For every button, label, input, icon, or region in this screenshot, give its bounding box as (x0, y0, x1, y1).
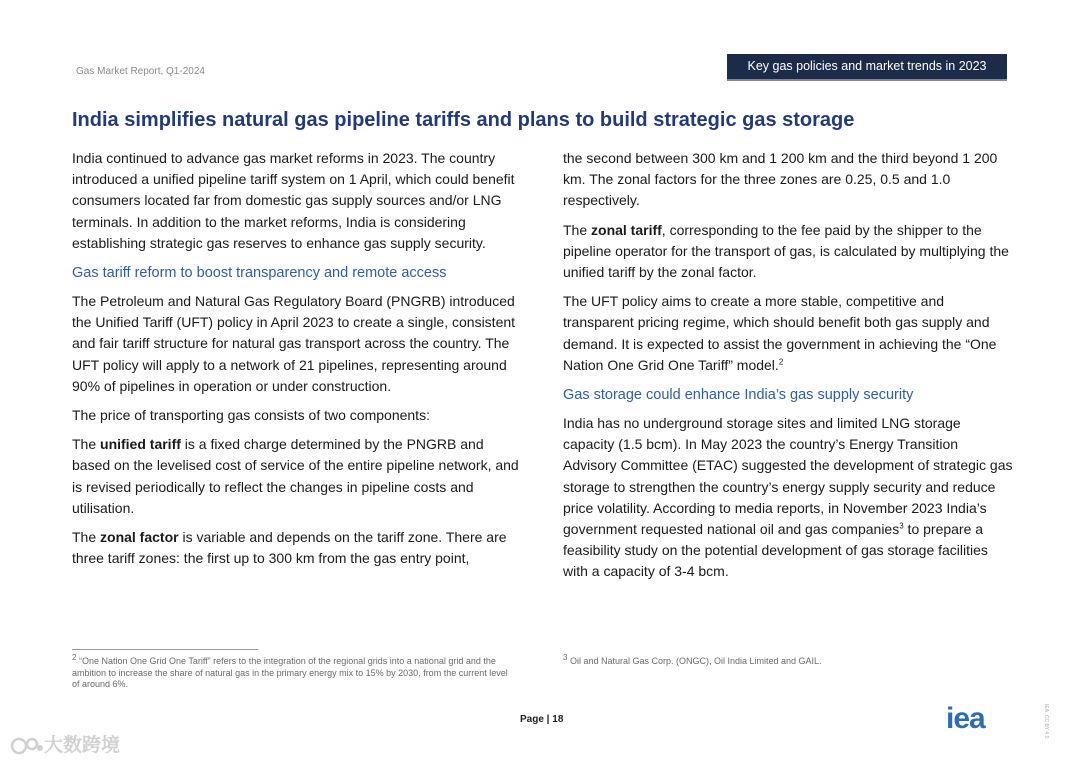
watermark: 大数跨境 (10, 730, 120, 757)
footnote-ref-2[interactable]: 2 (778, 357, 784, 367)
gas-storage-heading: Gas storage could enhance India’s gas supply security (563, 387, 914, 404)
zonal-factor-term: zonal factor (100, 529, 179, 546)
right-column (563, 148, 1013, 591)
components-paragraph: The price of transporting gas consists of two components: (72, 407, 430, 424)
storage-paragraph: India has no underground storage sites and limited LNG storage capacity (1.5 bcm). In May 2023 the country’s Energy Transition Advisory Committee (ETAC) suggested the development of strategic gas storage to strengthen the country’s energy supply security and reduce price volatility. According to media reports, in November 2023 India’s government requested national oil and gas companies$^3$ to prepare a feasibility study on the potential development of gas storage facilities with a capacity of 3-4 bcm. (563, 415, 1013, 580)
footnote-2: $^2$ “One Nation One Grid One Tariff” refers to the integration of the regional grids into a national grid and the ambition to increase the share of natural gas in the primary energy mix to 15% by 2030, from the current level of around 6%. (72, 653, 508, 689)
left-column (72, 148, 522, 577)
uft-aims-paragraph: The UFT policy aims to create a more stable, competitive and transparent pricing regime, which should benefit both gas supply and demand. It is expected to assist the government in achieving the “One Nation One Grid One Tariff” model.$^2$ (563, 293, 997, 373)
page-title: India simplifies natural gas pipeline tariffs and plans to build strategic gas storage (72, 109, 855, 131)
unified-tariff-term: unified tariff (100, 436, 181, 453)
footnote-3: $^3$ Oil and Natural Gas Corp. (ONGC), Oil India Limited and GAIL. (563, 653, 822, 666)
iea-logo: iea (946, 702, 985, 735)
section-tab-underline (727, 79, 1007, 81)
page-number: Page | 18 (520, 714, 564, 725)
report-label: Gas Market Report, Q1-2024 (76, 66, 205, 77)
section-tab: Key gas policies and market trends in 2023 (727, 54, 1007, 79)
license-text: IEA. CC BY 4.0. (1043, 704, 1049, 740)
intro-paragraph: India continued to advance gas market reforms in 2023. The country introduced a unified pipeline tariff system on 1 April, which could benefit consumers located far from domestic gas supply sources and/or LNG terminals. In addition to the market reforms, India is considering establishing strategic gas reserves to enhance gas supply security. (72, 150, 515, 251)
zonal-tariff-paragraph: The zonal tariff, corresponding to the fee paid by the shipper to the pipeline operator for the transport of gas, is calculated by multiplying the unified tariff by the zonal factor. (563, 221, 1009, 281)
pngrb-paragraph: The Petroleum and Natural Gas Regulatory Board (PNGRB) introduced the Unified Tariff (UFT) policy in April 2023 to create a single, consistent and fair tariff structure for natural gas transport across the country. The UFT policy will apply to a network of 21 pipelines, representing around 90% of pipelines in operation or under construction. (72, 293, 516, 394)
zonal-factor-paragraph: The zonal factor is variable and depends on the tariff zone. There are three tariff zones: the first up to 300 km from the gas entry point, (72, 529, 507, 567)
unified-tariff-paragraph: The unified tariff is a fixed charge determined by the PNGRB and based on the levelised cost of service of the entire pipeline network, and is revised periodically to reflect the changes in pipeline costs and utilisation. (72, 436, 519, 516)
footnote-ref-3[interactable]: 3 (899, 521, 904, 531)
zonal-tariff-term: zonal tariff (591, 221, 662, 238)
tariff-reform-heading: Gas tariff reform to boost transparency and remote access (72, 265, 447, 282)
watermark-logo-icon (10, 736, 44, 756)
zones-paragraph: the second between 300 km and 1 200 km and the third beyond 1 200 km. The zonal factors for the three zones are 0.25, 0.5 and 1.0 respectively. (563, 150, 998, 209)
footnote-rule (72, 649, 258, 650)
